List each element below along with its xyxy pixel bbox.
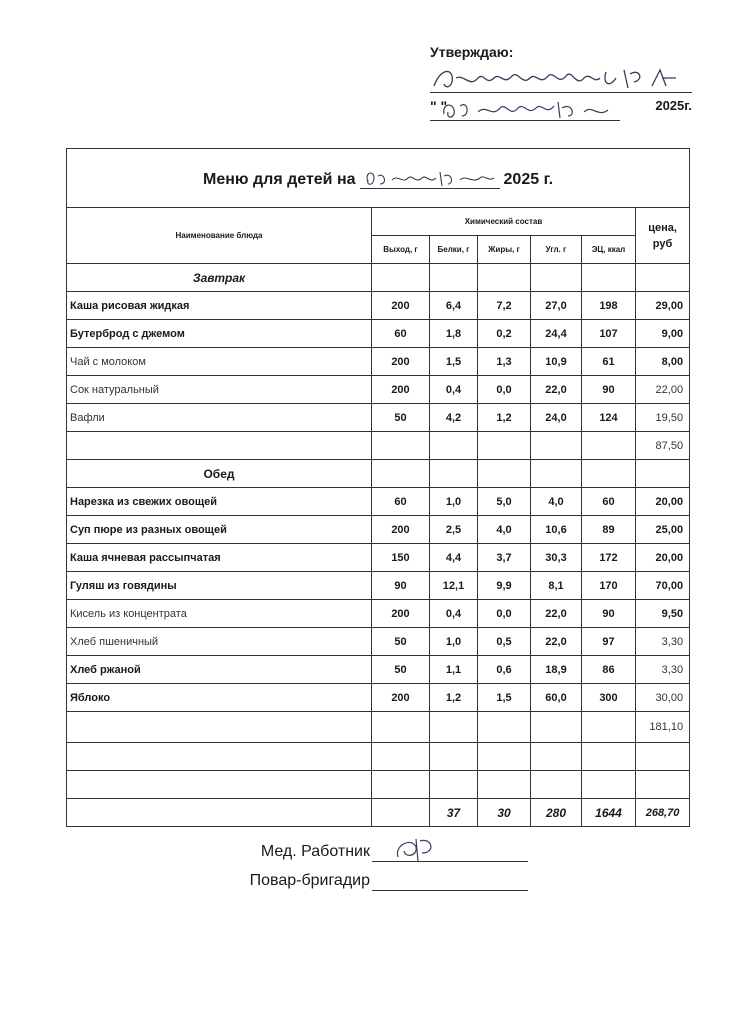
lunch-row bbox=[67, 628, 690, 656]
breakfast-row bbox=[67, 376, 690, 404]
breakfast-carbs: 24,4 bbox=[531, 320, 582, 348]
total-carbs: 280 bbox=[531, 799, 582, 827]
lunch-row bbox=[67, 684, 690, 712]
lunch-protein: 2,5 bbox=[430, 516, 478, 544]
lunch-fat: 0,0 bbox=[478, 600, 531, 628]
breakfast-row bbox=[67, 404, 690, 432]
breakfast-carbs: 10,9 bbox=[531, 348, 582, 376]
lunch-dish-name: Кисель из концентрата bbox=[67, 600, 372, 628]
breakfast-energy: 90 bbox=[582, 376, 636, 404]
lunch-fat: 0,5 bbox=[478, 628, 531, 656]
breakfast-yield: 60 bbox=[372, 320, 430, 348]
lunch-dish-name: Нарезка из свежих овощей bbox=[67, 488, 372, 516]
total-fat: 30 bbox=[478, 799, 531, 827]
cook-row bbox=[0, 872, 744, 892]
breakfast-yield: 200 bbox=[372, 292, 430, 320]
breakfast-carbs: 24,0 bbox=[531, 404, 582, 432]
lunch-row bbox=[67, 656, 690, 684]
breakfast-dish-name: Сок натуральный bbox=[67, 376, 372, 404]
lunch-dish-name: Яблоко bbox=[67, 684, 372, 712]
lunch-carbs: 60,0 bbox=[531, 684, 582, 712]
breakfast-price: 29,00 bbox=[636, 292, 690, 320]
breakfast-yield: 50 bbox=[372, 404, 430, 432]
lunch-protein: 1,0 bbox=[430, 628, 478, 656]
lunch-protein: 1,2 bbox=[430, 684, 478, 712]
lunch-energy: 97 bbox=[582, 628, 636, 656]
lunch-dish-name: Хлеб ржаной bbox=[67, 656, 372, 684]
approval-block bbox=[430, 44, 695, 114]
lunch-fat: 4,0 bbox=[478, 516, 531, 544]
lunch-energy: 170 bbox=[582, 572, 636, 600]
lunch-yield: 50 bbox=[372, 656, 430, 684]
lunch-price: 20,00 bbox=[636, 488, 690, 516]
breakfast-protein: 4,2 bbox=[430, 404, 478, 432]
lunch-fat: 3,7 bbox=[478, 544, 531, 572]
total-energy: 1644 bbox=[582, 799, 636, 827]
menu-table bbox=[66, 148, 690, 827]
menu-title bbox=[67, 149, 690, 208]
lunch-price: 25,00 bbox=[636, 516, 690, 544]
lunch-yield: 150 bbox=[372, 544, 430, 572]
header-protein: Белки, г bbox=[430, 236, 478, 264]
lunch-carbs: 4,0 bbox=[531, 488, 582, 516]
approval-label: Утверждаю: bbox=[430, 44, 514, 60]
header-yield: Выход, г bbox=[372, 236, 430, 264]
menu-title-prefix: Меню для детей на bbox=[203, 170, 356, 188]
lunch-dish-name: Суп пюре из разных овощей bbox=[67, 516, 372, 544]
breakfast-energy: 198 bbox=[582, 292, 636, 320]
med-worker-signature-image bbox=[392, 835, 452, 863]
med-worker-row bbox=[0, 843, 744, 863]
breakfast-protein: 1,5 bbox=[430, 348, 478, 376]
lunch-carbs: 8,1 bbox=[531, 572, 582, 600]
approver-signature-image bbox=[430, 64, 690, 94]
breakfast-rows bbox=[67, 292, 690, 432]
lunch-carbs: 30,3 bbox=[531, 544, 582, 572]
lunch-yield: 90 bbox=[372, 572, 430, 600]
approval-year: 2025г. bbox=[655, 98, 692, 113]
lunch-protein: 1,0 bbox=[430, 488, 478, 516]
lunch-dish-name: Хлеб пшеничный bbox=[67, 628, 372, 656]
lunch-protein: 12,1 bbox=[430, 572, 478, 600]
breakfast-fat: 7,2 bbox=[478, 292, 531, 320]
section-breakfast-title: Завтрак bbox=[67, 264, 372, 292]
lunch-energy: 89 bbox=[582, 516, 636, 544]
lunch-row bbox=[67, 572, 690, 600]
lunch-price: 9,50 bbox=[636, 600, 690, 628]
lunch-rows bbox=[67, 488, 690, 712]
med-worker-signature-line bbox=[372, 843, 528, 862]
cook-signature-line bbox=[372, 872, 528, 891]
lunch-price: 30,00 bbox=[636, 684, 690, 712]
breakfast-carbs: 27,0 bbox=[531, 292, 582, 320]
breakfast-dish-name: Вафли bbox=[67, 404, 372, 432]
approval-date-line bbox=[430, 120, 620, 121]
breakfast-price: 8,00 bbox=[636, 348, 690, 376]
breakfast-dish-name: Каша рисовая жидкая bbox=[67, 292, 372, 320]
breakfast-yield: 200 bbox=[372, 376, 430, 404]
lunch-fat: 1,5 bbox=[478, 684, 531, 712]
header-carbs: Угл. г bbox=[531, 236, 582, 264]
breakfast-fat: 0,2 bbox=[478, 320, 531, 348]
breakfast-fat: 1,3 bbox=[478, 348, 531, 376]
lunch-dish-name: Гуляш из говядины bbox=[67, 572, 372, 600]
breakfast-price: 22,00 bbox=[636, 376, 690, 404]
breakfast-price: 9,00 bbox=[636, 320, 690, 348]
menu-date-handwriting-image bbox=[362, 168, 498, 188]
lunch-dish-name: Каша ячневая рассыпчатая bbox=[67, 544, 372, 572]
lunch-carbs: 22,0 bbox=[531, 628, 582, 656]
lunch-protein: 1,1 bbox=[430, 656, 478, 684]
med-worker-label: Мед. Работник bbox=[260, 843, 370, 860]
breakfast-protein: 0,4 bbox=[430, 376, 478, 404]
lunch-price: 20,00 bbox=[636, 544, 690, 572]
lunch-carbs: 18,9 bbox=[531, 656, 582, 684]
lunch-energy: 300 bbox=[582, 684, 636, 712]
cook-label: Повар-бригадир bbox=[249, 872, 370, 889]
lunch-energy: 90 bbox=[582, 600, 636, 628]
breakfast-yield: 200 bbox=[372, 348, 430, 376]
lunch-yield: 200 bbox=[372, 516, 430, 544]
approver-signature-line bbox=[430, 92, 692, 93]
lunch-fat: 9,9 bbox=[478, 572, 531, 600]
lunch-yield: 200 bbox=[372, 684, 430, 712]
approval-date-quotes: " " bbox=[430, 98, 448, 114]
header-dish-name: Наименование блюда bbox=[67, 208, 372, 264]
lunch-energy: 86 bbox=[582, 656, 636, 684]
lunch-yield: 50 bbox=[372, 628, 430, 656]
breakfast-fat: 1,2 bbox=[478, 404, 531, 432]
breakfast-carbs: 22,0 bbox=[531, 376, 582, 404]
lunch-fat: 5,0 bbox=[478, 488, 531, 516]
breakfast-row bbox=[67, 320, 690, 348]
breakfast-price: 19,50 bbox=[636, 404, 690, 432]
lunch-fat: 0,6 bbox=[478, 656, 531, 684]
total-protein: 37 bbox=[430, 799, 478, 827]
breakfast-protein: 6,4 bbox=[430, 292, 478, 320]
lunch-yield: 200 bbox=[372, 600, 430, 628]
lunch-yield: 60 bbox=[372, 488, 430, 516]
lunch-row bbox=[67, 488, 690, 516]
header-chem-composition: Химический состав bbox=[372, 208, 636, 236]
approval-date-row bbox=[430, 96, 692, 122]
breakfast-subtotal: 87,50 bbox=[636, 432, 690, 460]
header-price: цена, руб bbox=[636, 208, 690, 264]
header-energy: ЭЦ, ккал bbox=[582, 236, 636, 264]
lunch-subtotal: 181,10 bbox=[636, 712, 690, 743]
lunch-row bbox=[67, 544, 690, 572]
menu-date-slot bbox=[360, 168, 500, 189]
lunch-carbs: 22,0 bbox=[531, 600, 582, 628]
lunch-price: 3,30 bbox=[636, 656, 690, 684]
totals-row bbox=[67, 799, 690, 827]
breakfast-row bbox=[67, 292, 690, 320]
lunch-energy: 60 bbox=[582, 488, 636, 516]
lunch-energy: 172 bbox=[582, 544, 636, 572]
breakfast-row bbox=[67, 348, 690, 376]
breakfast-energy: 124 bbox=[582, 404, 636, 432]
breakfast-protein: 1,8 bbox=[430, 320, 478, 348]
breakfast-energy: 61 bbox=[582, 348, 636, 376]
lunch-protein: 0,4 bbox=[430, 600, 478, 628]
breakfast-dish-name: Бутерброд с джемом bbox=[67, 320, 372, 348]
header-fat: Жиры, г bbox=[478, 236, 531, 264]
approval-date-handwriting-image bbox=[438, 96, 618, 122]
total-price: 268,70 bbox=[636, 799, 690, 827]
menu-title-suffix: 2025 г. bbox=[503, 170, 554, 188]
breakfast-dish-name: Чай с молоком bbox=[67, 348, 372, 376]
breakfast-fat: 0,0 bbox=[478, 376, 531, 404]
section-lunch-title: Обед bbox=[67, 460, 372, 488]
lunch-protein: 4,4 bbox=[430, 544, 478, 572]
lunch-price: 3,30 bbox=[636, 628, 690, 656]
lunch-price: 70,00 bbox=[636, 572, 690, 600]
lunch-carbs: 10,6 bbox=[531, 516, 582, 544]
lunch-row bbox=[67, 516, 690, 544]
breakfast-energy: 107 bbox=[582, 320, 636, 348]
lunch-row bbox=[67, 600, 690, 628]
